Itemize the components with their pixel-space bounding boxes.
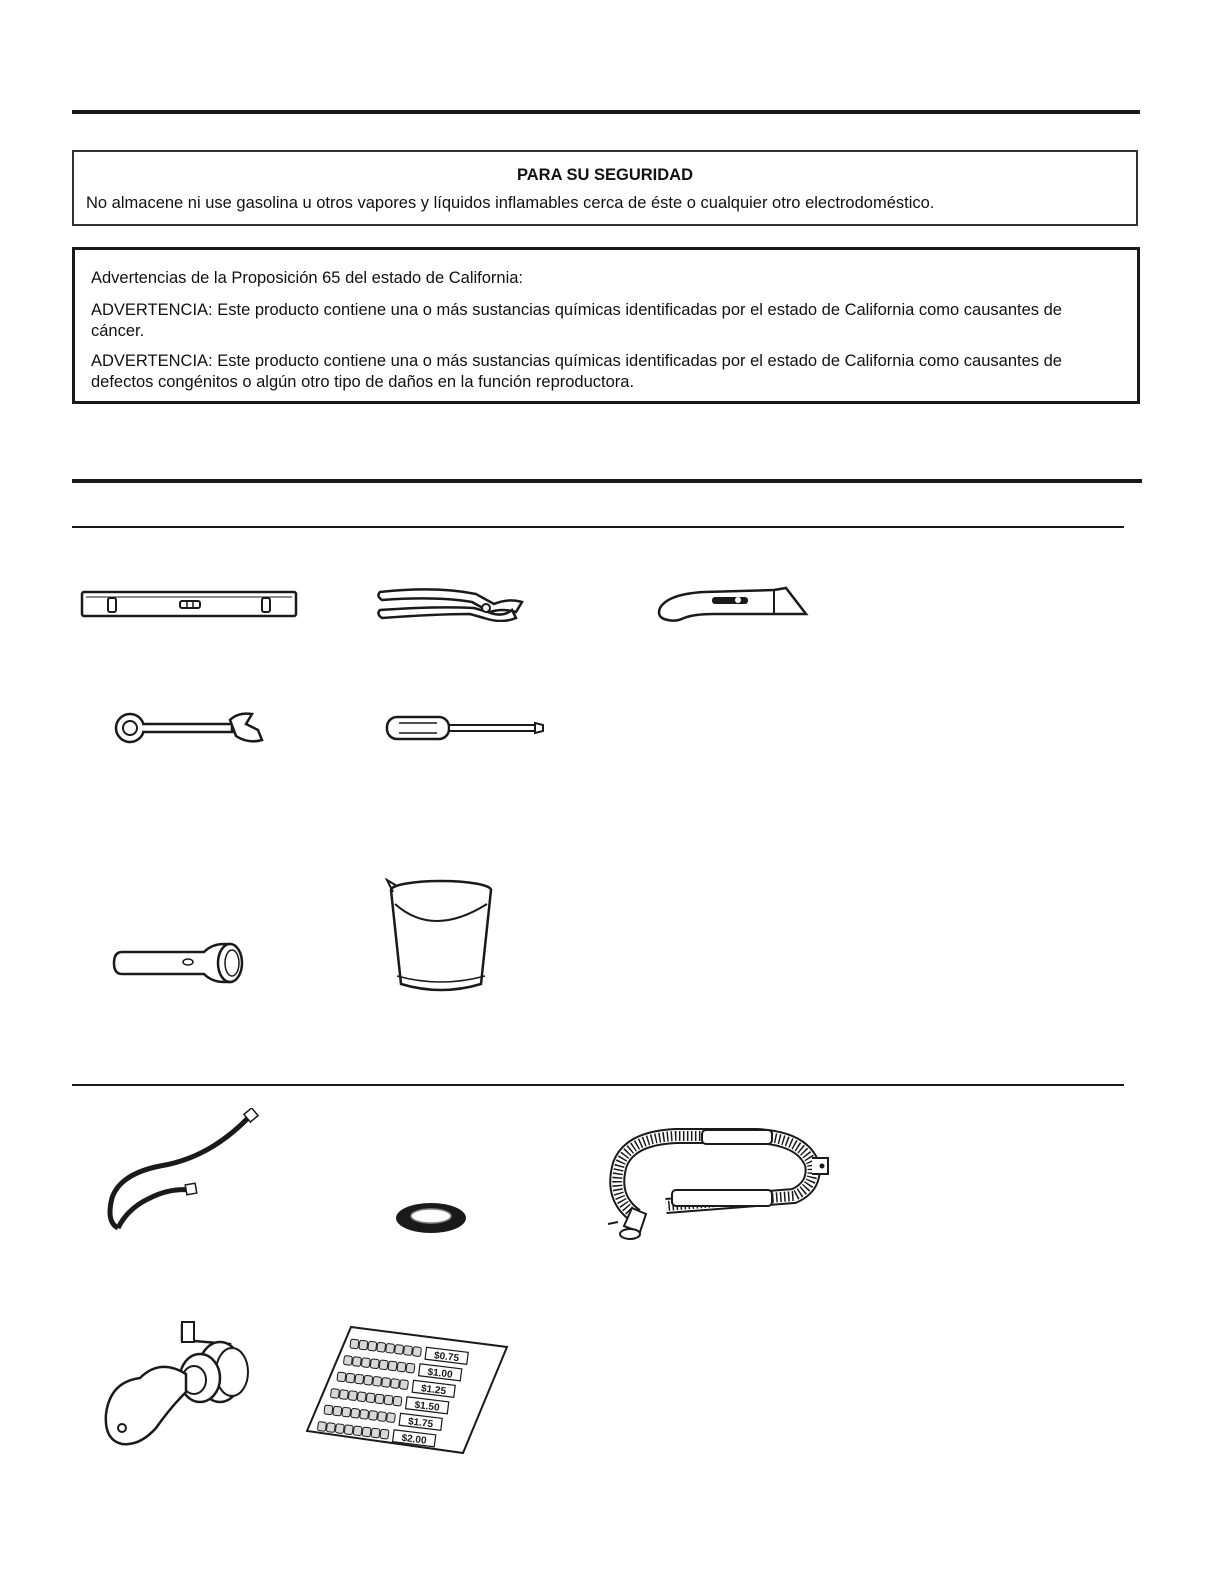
top-rule <box>72 110 1140 114</box>
rubber-washer-icon <box>393 1200 469 1236</box>
utility-knife-icon <box>654 584 810 624</box>
parts-rule <box>72 1084 1124 1086</box>
price-label-text: $1.75 <box>407 1416 434 1431</box>
lock-and-key-icon <box>100 1318 260 1452</box>
price-label-text: $0.75 <box>433 1350 460 1365</box>
prop65-warning-2: ADVERTENCIA: Este producto contiene una o más sustancias químicas identificadas por el estado de California como causantes de defectos congénitos o algún otro tipo de daños en la función reproductora. <box>91 352 1062 391</box>
water-hose-icon <box>100 1108 260 1234</box>
price-label-text: $1.50 <box>413 1399 441 1414</box>
screwdriver-icon <box>385 713 545 743</box>
safety-text: No almacene ni use gasolina u otros vapores y líquidos inflamables cerca de éste o cualquier otro electrodoméstico. <box>86 194 935 212</box>
price-label-text: $1.25 <box>420 1383 447 1398</box>
safety-title: PARA SU SEGURIDAD <box>516 166 693 184</box>
bucket-icon <box>383 878 499 996</box>
section-rule-thick <box>72 479 1142 483</box>
pliers-icon <box>376 582 526 622</box>
level-icon <box>80 588 300 622</box>
drain-hose-icon <box>606 1128 832 1244</box>
price-label-sheet-icon <box>305 1325 509 1455</box>
price-label-text: $1.00 <box>426 1366 454 1381</box>
tools-rule <box>72 526 1124 528</box>
price-label-text: $2.00 <box>400 1432 428 1447</box>
safety-box <box>72 150 1138 226</box>
prop65-warning-1: ADVERTENCIA: Este producto contiene una o más sustancias químicas identificadas por el estado de California como causantes de cáncer. <box>91 301 1062 340</box>
flashlight-icon <box>112 940 248 986</box>
prop65-box <box>72 247 1140 404</box>
prop65-heading: Advertencias de la Proposición 65 del estado de California: <box>91 269 524 287</box>
wrench-icon <box>112 710 268 746</box>
